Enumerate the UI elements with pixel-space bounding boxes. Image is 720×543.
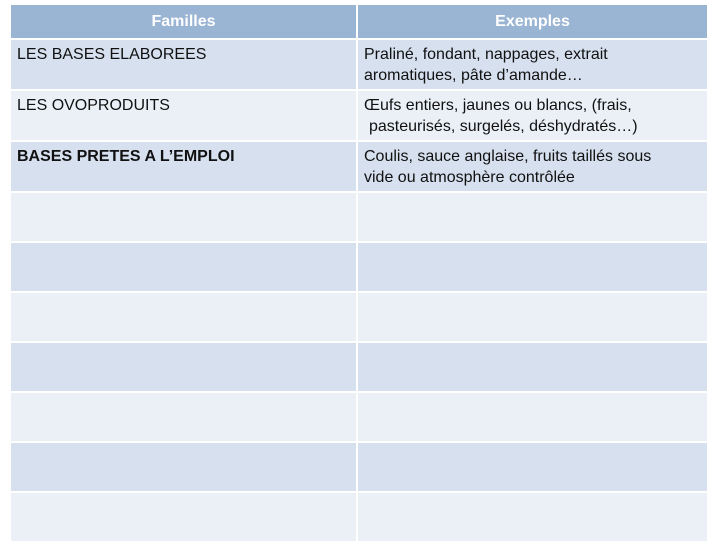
empty-cell <box>357 492 708 542</box>
empty-cell <box>10 392 357 442</box>
empty-row <box>10 492 708 542</box>
table-row <box>10 141 708 192</box>
empty-cell <box>10 342 357 392</box>
exemples-line: Œufs entiers, jaunes ou blancs, (frais, <box>364 97 632 114</box>
empty-cell <box>357 242 708 292</box>
empty-cell <box>10 192 357 242</box>
exemples-cell <box>357 39 708 90</box>
empty-cell <box>357 442 708 492</box>
families-table <box>9 3 709 543</box>
empty-cell <box>357 342 708 392</box>
header-row <box>10 4 708 39</box>
famille-cell: LES BASES ELABOREES <box>10 39 357 90</box>
empty-cell <box>357 192 708 242</box>
table-row <box>10 90 708 141</box>
exemples-line: Coulis, sauce anglaise, fruits taillés sous <box>364 148 652 165</box>
families-table-container <box>9 3 707 525</box>
famille-cell: LES OVOPRODUITS <box>10 90 357 141</box>
empty-cell <box>357 292 708 342</box>
table-row <box>10 39 708 90</box>
exemples-line: vide ou atmosphère contrôlée <box>364 169 575 186</box>
empty-cell <box>357 392 708 442</box>
header-exemples: Exemples <box>357 4 708 39</box>
header-familles: Familles <box>10 4 357 39</box>
empty-row <box>10 342 708 392</box>
empty-row <box>10 442 708 492</box>
empty-cell <box>10 292 357 342</box>
empty-row <box>10 242 708 292</box>
empty-cell <box>10 442 357 492</box>
exemples-line: pasteurisés, surgelés, déshydratés…) <box>369 118 638 135</box>
empty-cell <box>10 492 357 542</box>
empty-row <box>10 292 708 342</box>
empty-cell <box>10 242 357 292</box>
exemples-line: Praliné, fondant, nappages, extrait <box>364 46 608 63</box>
exemples-cell <box>357 90 708 141</box>
empty-row <box>10 192 708 242</box>
exemples-cell <box>357 141 708 192</box>
famille-cell: BASES PRETES A L’EMPLOI <box>10 141 357 192</box>
empty-row <box>10 392 708 442</box>
exemples-line: aromatiques, pâte d’amande… <box>364 67 583 84</box>
